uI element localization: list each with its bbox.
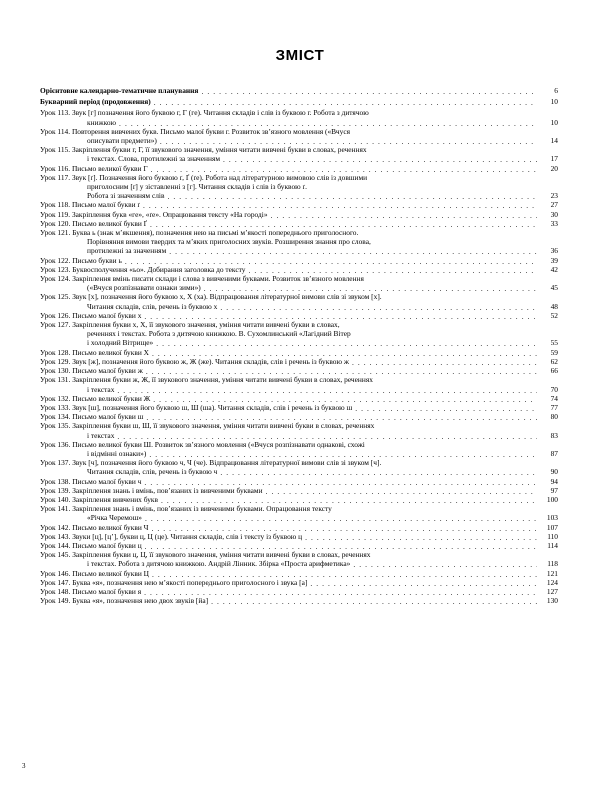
toc-entry-lesson-label: Урок 134. xyxy=(40,412,71,422)
dot-leader xyxy=(117,385,537,394)
dot-leader xyxy=(153,394,537,403)
toc-entry-title: Закріплення знань і вмінь, пов’язаних із вивченими буквами. Опрацювання тексту xyxy=(72,504,332,514)
dot-leader xyxy=(151,164,537,173)
toc-lesson-entry[interactable] xyxy=(40,458,558,467)
toc-lesson-entry[interactable] xyxy=(40,587,558,596)
toc-entry-lesson-label: Урок 113. xyxy=(40,108,71,118)
toc-entry-text xyxy=(40,486,265,495)
dot-leader xyxy=(370,173,537,182)
dot-leader xyxy=(353,127,537,136)
toc-entry-page-number: 20 xyxy=(550,163,558,173)
toc-entry-page-number: 127 xyxy=(546,586,558,596)
toc-entry-text xyxy=(40,523,150,532)
toc-entry-page-number: 52 xyxy=(550,310,558,320)
toc-entry-title: Звук [ґ]. Позначення його буквою ґ, Ґ (ґе). Робота над літературною вимовою слів із довшими xyxy=(71,172,368,182)
toc-entry-continuation[interactable] xyxy=(40,154,558,163)
toc-lesson-entry[interactable] xyxy=(40,541,558,550)
toc-entry-text xyxy=(40,421,376,430)
toc-lesson-entry[interactable] xyxy=(40,495,558,504)
toc-lesson-entry[interactable] xyxy=(40,412,558,421)
dot-leader xyxy=(385,293,537,302)
toc-lesson-entry[interactable] xyxy=(40,504,558,513)
toc-entry-text xyxy=(40,412,145,421)
toc-entry-lesson-label: Урок 143. xyxy=(40,531,71,541)
toc-entry-lesson-label: Урок 133. xyxy=(40,402,71,412)
toc-entry-page-number: 107 xyxy=(546,522,558,532)
toc-entry-page-number: 66 xyxy=(550,366,558,376)
toc-section-entry[interactable] xyxy=(40,97,558,106)
toc-entry-text xyxy=(40,210,270,219)
dot-leader xyxy=(117,431,537,440)
toc-entry-title: Закріплення букви ш, Ш, її звукового значення, уміння читати вивчені букви в словах, реченнях xyxy=(72,421,375,431)
toc-entry-text: Читання складів, слів, речень із буквою ч xyxy=(87,467,218,477)
toc-entry-text: протилежні за значенням xyxy=(87,246,167,256)
toc-entry-continuation[interactable] xyxy=(40,467,558,476)
toc-entry-text: і текстах xyxy=(87,430,115,440)
toc-entry-continuation[interactable] xyxy=(40,449,558,458)
dot-leader xyxy=(144,477,537,486)
toc-lesson-entry[interactable] xyxy=(40,578,558,587)
toc-entry-title: Закріплення букви х, Х, її звукового значення, уміння читати вивчені букви в словах, xyxy=(72,320,340,330)
toc-entry-continuation[interactable] xyxy=(40,513,558,522)
toc-entry-text xyxy=(40,256,124,265)
toc-entry-page-number: 55 xyxy=(550,338,558,348)
toc-entry-continuation[interactable] xyxy=(40,302,558,311)
toc-entry-page-number: 42 xyxy=(550,264,558,274)
dot-leader xyxy=(335,504,537,513)
toc-entry-text xyxy=(40,320,342,329)
toc-lesson-entry[interactable] xyxy=(40,256,558,265)
toc-entry-lesson-label: Урок 122. xyxy=(40,255,71,265)
toc-entry-page-number: 23 xyxy=(550,191,558,201)
toc-entry-lesson-label: Урок 145. xyxy=(40,550,71,560)
toc-entry-page-number: 100 xyxy=(546,494,558,504)
dot-leader xyxy=(167,191,537,200)
dot-leader xyxy=(373,550,537,559)
toc-entry-continuation[interactable] xyxy=(40,431,558,440)
dot-leader xyxy=(248,265,537,274)
toc-lesson-entry[interactable] xyxy=(40,348,558,357)
toc-entry-title: Письмо малої букви ґ xyxy=(71,200,141,210)
toc-lesson-entry[interactable] xyxy=(40,292,558,301)
toc-entry-title: Закріплення букви ц, Ц, її звукового значення, уміння читати вивчені букви в словах, реченнях xyxy=(72,550,371,560)
dot-leader xyxy=(223,155,537,164)
dot-leader xyxy=(367,274,537,283)
toc-entry-title: Буква «я», позначення нею м’якості попереднього приголосного і звука [а] xyxy=(72,577,308,587)
toc-entry-lesson-label: Урок 138. xyxy=(40,476,71,486)
toc-lesson-entry[interactable] xyxy=(40,173,558,182)
dot-leader xyxy=(310,182,537,191)
toc-entry-continuation[interactable] xyxy=(40,283,558,292)
toc-entry-page-number: 77 xyxy=(550,402,558,412)
toc-entry-title: Буква «я», позначення нею двох звуків [йа] xyxy=(72,596,209,606)
toc-entry-page-number: 36 xyxy=(550,246,558,256)
toc-lesson-entry[interactable] xyxy=(40,366,558,375)
toc-entry-text xyxy=(40,127,352,136)
footer-page-number: 3 xyxy=(22,762,26,770)
toc-entry-lesson-label: Урок 114. xyxy=(40,126,71,136)
dot-leader xyxy=(145,514,537,523)
dot-leader xyxy=(376,376,537,385)
toc-entry-page-number: 110 xyxy=(547,531,558,541)
toc-entry-title: Письмо великої букви Ч xyxy=(72,522,149,532)
toc-entry-title: Звук [ш], позначення його буквою ш, Ш (ша). Читання складів, слів і речень із буквою ш xyxy=(72,402,353,412)
toc-entry-lesson-label: Урок 121. xyxy=(40,228,71,238)
toc-lesson-entry[interactable] xyxy=(40,375,558,384)
toc-entry-page-number: 39 xyxy=(550,255,558,265)
toc-entry-page-number: 59 xyxy=(550,347,558,357)
dot-leader xyxy=(151,523,537,532)
dot-leader xyxy=(144,587,537,596)
toc-entry-text xyxy=(40,265,247,274)
toc-entry-title: Письмо малої букви ч xyxy=(72,476,142,486)
toc-lesson-entry[interactable] xyxy=(40,228,558,237)
dot-leader xyxy=(354,329,537,338)
dot-leader xyxy=(119,118,537,127)
toc-entry-text xyxy=(40,145,369,154)
toc-entry-page-number: 14 xyxy=(550,136,558,146)
dot-leader xyxy=(211,596,537,605)
dot-leader xyxy=(204,283,537,292)
toc-entry-text xyxy=(40,200,142,209)
dot-leader xyxy=(368,440,537,449)
dot-leader xyxy=(161,495,537,504)
toc-entry-lesson-label: Урок 147. xyxy=(40,577,71,587)
toc-entry-continuation[interactable] xyxy=(40,385,558,394)
toc-entry-page-number: 74 xyxy=(550,393,558,403)
toc-entry-text: («Вчуся розпізнавати ознаки зими») xyxy=(87,283,201,293)
dot-leader xyxy=(154,97,537,106)
toc-entry-text: Робота зі значенням слів xyxy=(87,191,165,201)
dot-leader xyxy=(201,86,537,95)
toc-entry-lesson-label: Урок 135. xyxy=(40,421,71,431)
dot-leader xyxy=(384,458,537,467)
toc-entry-title: Звук [ж], позначення його буквою ж, Ж (же). Читання складів, слів і речень із буквою ж xyxy=(72,356,349,366)
dot-leader xyxy=(361,228,537,237)
toc-lesson-entry[interactable] xyxy=(40,532,558,541)
toc-lesson-entry[interactable] xyxy=(40,320,558,329)
page-title: ЗМІСТ xyxy=(275,47,325,64)
toc-entry-title: Письмо малої букви я xyxy=(72,586,142,596)
toc-entry-page-number: 45 xyxy=(550,283,558,293)
toc-lesson-entry[interactable] xyxy=(40,486,558,495)
toc-entry-lesson-label: Урок 141. xyxy=(40,504,71,514)
toc-entry-lesson-label: Урок 124. xyxy=(40,274,71,284)
toc-entry-title: Письмо великої букви Ш. Розвиток зв’язного мовлення («Вчуся розпізнавати однакові, схожі xyxy=(72,439,365,449)
toc-entry-continuation[interactable] xyxy=(40,329,558,338)
toc-lesson-entry[interactable] xyxy=(40,596,558,605)
dot-leader xyxy=(156,339,537,348)
dot-leader xyxy=(152,569,537,578)
toc-entry-lesson-label: Урок 125. xyxy=(40,292,71,302)
toc-entry-text xyxy=(40,348,151,357)
toc-entry-title: Закріплення вмінь писати склади і слова з вивченими буквами. Розвиток зв’язного мовлення xyxy=(72,274,364,284)
toc-entry-text xyxy=(40,403,354,412)
toc-entry-page-number: 17 xyxy=(550,154,558,164)
toc-entry-page-number: 10 xyxy=(550,117,558,127)
toc-entry-page-number: 118 xyxy=(547,559,558,569)
toc-entry-title: Закріплення вивчених букв xyxy=(72,494,158,504)
toc-entry-title: Письмо малої букви ц xyxy=(72,540,142,550)
dot-leader xyxy=(160,136,537,145)
toc-entry-continuation[interactable] xyxy=(40,338,558,347)
toc-entry-text xyxy=(40,477,143,486)
toc-entry-lesson-label: Урок 144. xyxy=(40,540,71,550)
toc-entry-lesson-label: Урок 117. xyxy=(40,172,71,182)
toc-entry-lesson-label: Урок 136. xyxy=(40,439,71,449)
dot-leader xyxy=(310,578,537,587)
dot-leader xyxy=(353,560,537,569)
toc-entry-continuation[interactable] xyxy=(40,246,558,255)
toc-entry-text xyxy=(40,228,360,237)
toc-entry-text xyxy=(40,578,309,587)
toc-entry-lesson-label: Урок 130. xyxy=(40,366,71,376)
toc-entry-title: Письмо великої букви Г xyxy=(71,163,148,173)
toc-entry-lesson-label: Урок 126. xyxy=(40,310,71,320)
toc-entry-text xyxy=(40,541,144,550)
toc-entry-page-number: 48 xyxy=(550,301,558,311)
toc-entry-page-number: 70 xyxy=(550,384,558,394)
dot-leader xyxy=(271,210,537,219)
toc-entry-text xyxy=(40,569,151,578)
toc-entry-text xyxy=(40,495,160,504)
toc-entry-lesson-label: Урок 142. xyxy=(40,522,71,532)
toc-entry-text: Порівняння вимови твердих та м’яких приголосних звуків. Розширення знання про слова, xyxy=(87,237,371,247)
toc-entry-page-number: 10 xyxy=(550,97,558,107)
toc-lesson-entry[interactable] xyxy=(40,440,558,449)
toc-lesson-entry[interactable] xyxy=(40,219,558,228)
toc-entry-title: Буквосполучення «ьо». Добирання заголовка до тексту xyxy=(72,264,246,274)
toc-entry-title: Письмо малої букви ш xyxy=(72,412,144,422)
toc-entry-text: і текстах xyxy=(87,384,115,394)
toc-entry-page-number: 103 xyxy=(546,513,558,523)
toc-entry-title: Закріплення букв «ге», «ґе». Опрацювання тексту «На городі» xyxy=(71,209,268,219)
toc-lesson-entry[interactable] xyxy=(40,569,558,578)
toc-entry-title: Звуки [ц], [ц’], букви ц, Ц (це). Читання складів, слів і тексту із буквою ц xyxy=(72,531,303,541)
dot-leader xyxy=(220,302,537,311)
toc-entry-text: книжкою xyxy=(87,117,117,127)
toc-entry-title: Звук [г] позначення його буквою г, Г (ге). Читання складів і слів із буквою г. Робота з дитячою xyxy=(71,108,369,118)
toc-lesson-entry[interactable] xyxy=(40,394,558,403)
toc-entry-text: і відмінні ознаки») xyxy=(87,448,147,458)
toc-entry-page-number: 97 xyxy=(550,485,558,495)
toc-entry-page-number: 30 xyxy=(550,209,558,219)
toc-entry-continuation[interactable] xyxy=(40,237,558,246)
toc-lesson-entry[interactable] xyxy=(40,145,558,154)
dot-leader xyxy=(143,201,537,210)
toc-lesson-entry[interactable] xyxy=(40,274,558,283)
toc-lesson-entry[interactable] xyxy=(40,421,558,430)
toc-entry-continuation[interactable] xyxy=(40,118,558,127)
toc-lesson-entry[interactable] xyxy=(40,200,558,209)
dot-leader xyxy=(144,311,537,320)
toc-entry-lesson-label: Урок 132. xyxy=(40,393,71,403)
toc-entry-text: і холодний Вітрище» xyxy=(87,338,154,348)
toc-entry-text: і текстах. Робота з дитячою книжкою. Андрій Лінник. Збірка «Проста арифметика» xyxy=(87,559,351,569)
toc-entry-text: і текстах. Слова, протилежні за значенням xyxy=(87,154,221,164)
toc-entry-title: Закріплення букви г, Г, її звукового значення, уміння читати вивчені букви в словах, реченнях xyxy=(71,145,367,155)
toc-lesson-entry[interactable] xyxy=(40,403,558,412)
toc-lesson-entry[interactable] xyxy=(40,108,558,117)
toc-entry-text: «Річка Черемош» xyxy=(87,513,143,523)
toc-entry-page-number: 114 xyxy=(547,540,558,550)
dot-leader xyxy=(150,219,537,228)
dot-leader xyxy=(169,247,537,256)
toc-entry-text: Букварний період (продовження) xyxy=(40,97,151,107)
dot-leader xyxy=(149,449,537,458)
dot-leader xyxy=(377,422,537,431)
toc-lesson-entry[interactable] xyxy=(40,127,558,136)
dot-leader xyxy=(305,532,537,541)
dot-leader xyxy=(145,541,537,550)
toc-entry-page-number: 62 xyxy=(550,356,558,366)
dot-leader xyxy=(266,486,537,495)
dot-leader xyxy=(372,109,537,118)
toc-entry-text xyxy=(40,587,143,596)
toc-entry-page-number: 90 xyxy=(550,467,558,477)
toc-entry-text xyxy=(40,394,152,403)
toc-entry-page-number: 130 xyxy=(546,596,558,606)
toc-lesson-entry[interactable] xyxy=(40,550,558,559)
toc-entry-lesson-label: Урок 127. xyxy=(40,320,71,330)
toc-entry-text: Читання складів, слів, речень із буквою х xyxy=(87,301,218,311)
toc-entry-lesson-label: Урок 128. xyxy=(40,347,71,357)
toc-entry-text xyxy=(40,357,351,366)
toc-entry-lesson-label: Урок 116. xyxy=(40,163,71,173)
toc-lesson-entry[interactable] xyxy=(40,210,558,219)
toc-entry-lesson-label: Урок 129. xyxy=(40,356,71,366)
toc-entry-text xyxy=(40,504,334,513)
toc-lesson-entry[interactable] xyxy=(40,311,558,320)
dot-leader xyxy=(125,256,537,265)
dot-leader xyxy=(370,145,537,154)
toc-entry-page-number: 6 xyxy=(554,86,558,95)
toc-entry-title: Буква ь (знак м’якшення), позначення нею на письмі м’якості попереднього приголосного. xyxy=(72,228,359,238)
toc-entry-text xyxy=(40,108,371,117)
toc-entry-title: Звук [ч], позначення його буквою ч, Ч (че). Відпрацювання літературної вимови слів зі звуком [ч]. xyxy=(72,458,382,468)
toc-entry-text: описувати предмети») xyxy=(87,136,157,146)
toc-entry-continuation[interactable] xyxy=(40,182,558,191)
toc-entry-title: Письмо великої букви Х xyxy=(72,347,149,357)
toc-entry-text: реченнях і текстах. Робота з дитячою книжкою. В. Сухомлинський «Лагідний Вітер xyxy=(87,329,351,339)
toc-entry-lesson-label: Урок 137. xyxy=(40,458,71,468)
dot-leader xyxy=(152,348,537,357)
toc-entry-title: Закріплення букви ж, Ж, її звукового значення, уміння читати вивчені букви в словах, реченнях xyxy=(72,375,373,385)
dot-leader xyxy=(374,237,537,246)
toc-entry-text xyxy=(40,164,150,173)
toc-entry-text xyxy=(40,375,375,384)
toc-entry-text xyxy=(40,311,143,320)
toc-entry-text xyxy=(40,458,383,467)
toc-entry-lesson-label: Урок 146. xyxy=(40,568,71,578)
toc-entry-text xyxy=(40,532,304,541)
toc-lesson-entry[interactable] xyxy=(40,265,558,274)
table-of-contents xyxy=(0,86,600,605)
toc-lesson-entry[interactable] xyxy=(40,523,558,532)
toc-entry-continuation[interactable] xyxy=(40,136,558,145)
dot-leader xyxy=(220,468,537,477)
toc-entry-lesson-label: Урок 118. xyxy=(40,200,71,210)
dot-leader xyxy=(352,357,537,366)
dot-leader xyxy=(146,366,537,375)
toc-entry-text xyxy=(40,274,366,283)
toc-entry-text xyxy=(40,292,384,301)
toc-entry-page-number: 121 xyxy=(546,568,558,578)
dot-leader xyxy=(355,403,537,412)
toc-entry-lesson-label: Урок 123. xyxy=(40,264,71,274)
toc-entry-continuation[interactable] xyxy=(40,559,558,568)
toc-entry-page-number: 83 xyxy=(550,430,558,440)
toc-entry-title: Повторення вивчених букв. Письмо малої букви г. Розвиток зв’язного мовлення («Вчуся xyxy=(71,126,351,136)
toc-lesson-entry[interactable] xyxy=(40,477,558,486)
toc-entry-lesson-label: Урок 119. xyxy=(40,209,71,219)
toc-entry-page-number: 80 xyxy=(550,412,558,422)
toc-entry-title: Письмо малої букви ж xyxy=(72,366,143,376)
toc-entry-title: Письмо великої букви Ж xyxy=(72,393,151,403)
toc-entry-page-number: 33 xyxy=(550,218,558,228)
dot-leader xyxy=(343,320,537,329)
toc-entry-page-number: 87 xyxy=(550,448,558,458)
toc-entry-text xyxy=(40,173,369,182)
toc-entry-title: Звук [х], позначення його буквою х, Х (ха). Відпрацювання літературної вимови слів зі звуком [х]. xyxy=(72,292,382,302)
toc-entry-page-number: 27 xyxy=(550,200,558,210)
toc-entry-lesson-label: Урок 140. xyxy=(40,494,71,504)
toc-entry-text xyxy=(40,219,149,228)
toc-entry-lesson-label: Урок 115. xyxy=(40,145,71,155)
toc-entry-page-number: 94 xyxy=(550,476,558,486)
toc-entry-lesson-label: Урок 148. xyxy=(40,586,71,596)
dot-leader xyxy=(146,412,537,421)
toc-entry-text xyxy=(40,440,367,449)
toc-entry-title: Письмо малої букви х xyxy=(72,310,142,320)
toc-entry-text: приголосним [ґ] у зіставленні з [г]. Читання складів і слів із буквою ґ. xyxy=(87,182,307,192)
toc-lesson-entry[interactable] xyxy=(40,164,558,173)
toc-entry-text xyxy=(40,366,145,375)
toc-section-entry[interactable] xyxy=(40,86,558,95)
toc-entry-text xyxy=(40,550,372,559)
toc-entry-lesson-label: Урок 149. xyxy=(40,596,71,606)
toc-entry-lesson-label: Урок 120. xyxy=(40,218,71,228)
toc-entry-text: Орієнтовне календарно-тематичне планування xyxy=(40,86,199,95)
toc-entry-title: Письмо букви ь xyxy=(72,255,122,265)
toc-lesson-entry[interactable] xyxy=(40,357,558,366)
toc-entry-title: Закріплення знань і вмінь, пов’язаних із вивченими буквами xyxy=(72,485,263,495)
toc-entry-lesson-label: Урок 131. xyxy=(40,375,71,385)
toc-entry-lesson-label: Урок 139. xyxy=(40,485,71,495)
toc-entry-title: Письмо великої букви Ц xyxy=(72,568,149,578)
toc-entry-title: Письмо великої букви Ґ xyxy=(72,218,147,228)
toc-entry-text xyxy=(40,596,210,605)
toc-entry-page-number: 124 xyxy=(546,577,558,587)
toc-entry-continuation[interactable] xyxy=(40,191,558,200)
